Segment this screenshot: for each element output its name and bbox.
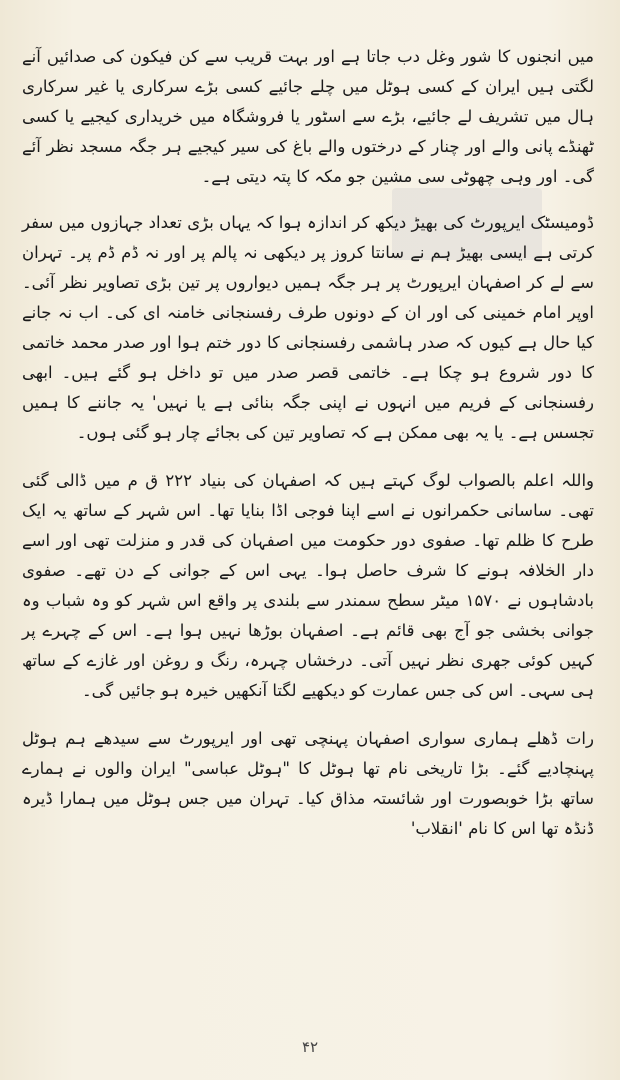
page-number: ۴۲ bbox=[301, 1038, 319, 1056]
paragraph-mosque-everywhere: میں انجنوں کا شور وغل دب جاتا ہے اور بہت قریب سے کن فیکون کی صدائیں آنے لگتی ہیں ایران کے کسی ہوٹل میں چلے جائیے کسی بڑے سرکاری یا غیر سرکاری ہال میں تشریف لے جائیے، بڑے سے اسٹور یا فروشگاہ میں خریداری کیجیے یا کسی ٹھنڈے پانی والے اور چنار کے درختوں والے باغ کی سیر کیجیے ہر جگہ مسجد نظر آئے گی۔ اور وہی چھوٹی سی مشین جو مکہ کا پتہ دیتی ہے۔ bbox=[22, 47, 594, 186]
paragraph-hotel-abbasi: رات ڈھلے ہماری سواری اصفہان پہنچی تھی اور ایرپورٹ سے سیدھے ہم ہوٹل پہنچادیے گئے۔ بڑا تاریخی نام تھا ہوٹل کا "ہوٹل عباسی" ایران والوں نے ہمارے ساتھ بڑا خوبصورت اور شائستہ مذاق کیا۔ تہران میں جس ہوٹل میں ہمارا ڈیرہ ڈنڈہ تھا اس کا نام 'انقلاب' bbox=[22, 729, 594, 838]
paragraph-isfahan-history: واللہ اعلم بالصواب لوگ کہتے ہیں کہ اصفہان کی بنیاد ۲۲۲ ق م میں ڈالی گئی تھی۔ ساسانی حکمرانوں نے اسے اپنا فوجی اڈا بنایا تھا۔ اس شہر کے ساتھ یہ ایک طرح کا ظلم تھا۔ صفوی دور حکومت میں اصفہان کی قدر و منزلت تھی اور اسے دار الخلافہ ہونے کا شرف حاصل ہوا۔ یہی اس کے جوانی کے دن تھے۔ صفوی بادشاہوں نے ۱۵۷۰ میٹر سطح سمندر سے بلندی پر واقع اس شہر کو وہ شباب وہ جوانی بخشی جو آج بھی قائم ہے۔ اصفہان بوڑھا نہیں ہوا ہے۔ اس کے چہرے پر کہیں کوئی جھری نظر نہیں آتی۔ درخشاں چہرہ، رنگ و روغن اور غازے کے ساتھ ہی سہی۔ اس کی جس عمارت کو دیکھیے لگتا آنکھیں خیرہ ہو جائیں گی۔ bbox=[22, 471, 594, 700]
paragraph-domestic-airport: ڈومیسٹک ایرپورٹ کی بھیڑ دیکھ کر اندازہ ہوا کہ یہاں بڑی تعداد جہازوں میں سفر کرتی ہے ایسی بھیڑ ہم نے سانتا کروز پر دیکھی نہ پالم پر اور نہ ڈم ڈم پر۔ تہران سے لے کر اصفہان ایرپورٹ پر ہر جگہ ہمیں دیواروں پر تین بڑی تصاویر نظر آئی۔ اوپر امام خمینی کی اور ان کے دونوں طرف رفسنجانی خامنہ ای کی۔ اب نہ جانے کیا حال ہے کیوں کہ صدر ہاشمی رفسنجانی کا دور ختم ہوا اور صدر محمد خاتمی کا دور شروع ہو چکا ہے۔ خاتمی قصر صدر میں تو داخل ہو گئے ہیں۔ ابھی رفسنجانی کے فریم میں انہوں نے اپنی جگہ بنائی ہے یا نہیں' یہ جاننے کا ہمیں تجسس ہے۔ یا یہ بھی ممکن ہے کہ تصاویر تین کی بجائے چار ہو گئی ہوں۔ bbox=[22, 213, 594, 442]
